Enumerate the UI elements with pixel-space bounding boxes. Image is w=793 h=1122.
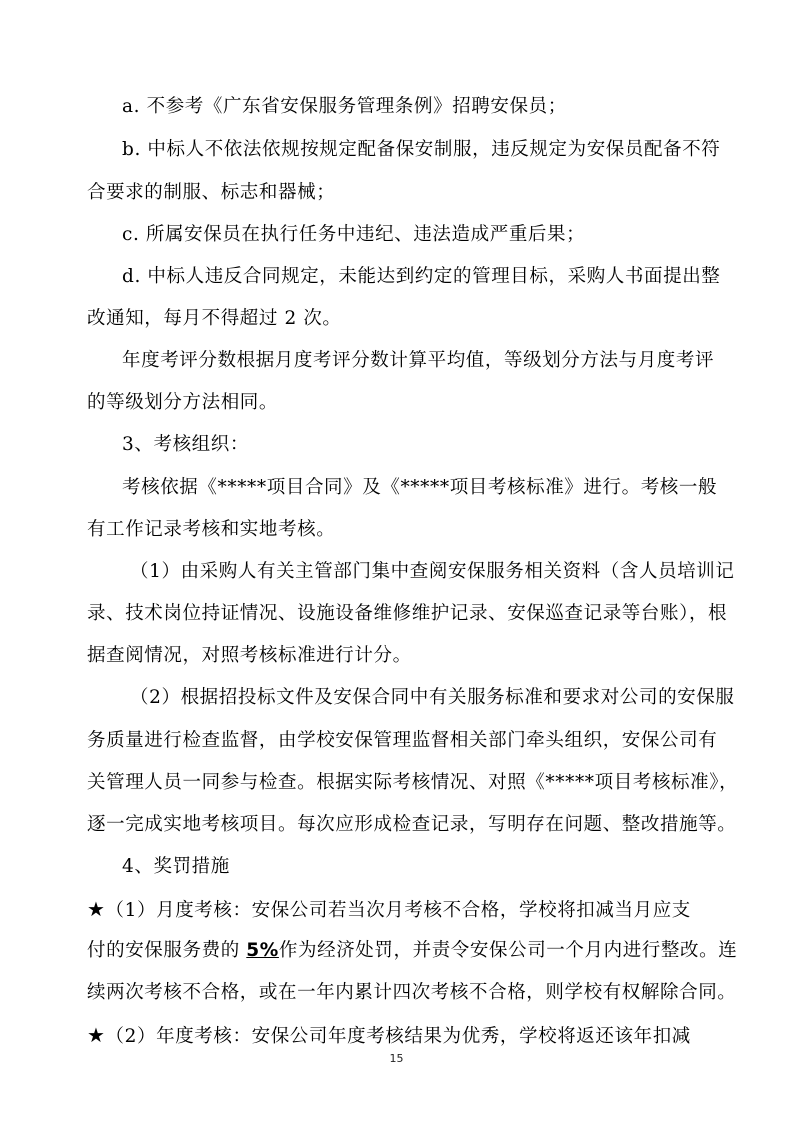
annual-assessment-text: （2）年度考核：安保公司年度考核结果为优秀，学校将返还该年扣减 bbox=[105, 1026, 691, 1047]
monthly-assessment-line-2 bbox=[87, 936, 793, 966]
page-number: 15 bbox=[389, 1052, 404, 1065]
section-heading-3: 3、考核组织： bbox=[122, 434, 249, 455]
annual-scoring-line-2: 的等级划分方法相同。 bbox=[87, 392, 279, 413]
monthly-assessment-text-a: 付的安保服务费的 bbox=[87, 940, 247, 961]
item-1-line-3: 据查阅情况，对照考核标准进行计分。 bbox=[87, 645, 412, 666]
clause-d-line-2: 改通知，每月不得超过 2 次。 bbox=[87, 308, 342, 329]
section-heading-4: 4、奖罚措施 bbox=[122, 856, 230, 877]
item-2-line-3: 关管理人员一同参与检查。根据实际考核情况、对照《*****项目考核标准》， bbox=[87, 772, 739, 793]
clause-d-line-1: d. 中标人违反合同规定，未能达到约定的管理目标，采购人书面提出整 bbox=[122, 266, 721, 287]
annual-scoring-line-1: 年度考评分数根据月度考评分数计算平均值，等级划分方法与月度考评 bbox=[122, 350, 715, 371]
clause-b-line-2: 合要求的制服、标志和器械； bbox=[87, 182, 336, 203]
monthly-assessment-line-1 bbox=[87, 894, 793, 924]
assessment-basis-line-1: 考核依据《*****项目合同》及《*****项目考核标准》进行。考核一般 bbox=[122, 477, 718, 498]
item-2-line-2: 务质量进行检查监督，由学校安保管理监督相关部门牵头组织，安保公司有 bbox=[87, 730, 718, 751]
monthly-assessment-text-c: 作为经济处罚，并责令安保公司一个月内进行整改。连 bbox=[278, 940, 738, 961]
item-1-line-2: 录、技术岗位持证情况、设施设备维修维护记录、安保巡查记录等台账），根 bbox=[87, 603, 728, 624]
clause-b-line-1: b. 中标人不依法依规按规定配备保安制服，违反规定为安保员配备不符 bbox=[122, 139, 721, 160]
penalty-percentage: 5% bbox=[246, 940, 279, 961]
clause-c: c. 所属安保员在执行任务中违纪、违法造成严重后果； bbox=[122, 224, 586, 245]
assessment-basis-line-2: 有工作记录考核和实地考核。 bbox=[87, 519, 336, 540]
monthly-assessment-text: （1）月度考核：安保公司若当次月考核不合格，学校将扣减当月应支 bbox=[105, 900, 691, 921]
item-2-line-1: （2）根据招投标文件及安保合同中有关服务标准和要求对公司的安保服 bbox=[130, 687, 735, 708]
item-2-line-4: 逐一完成实地考核项目。每次应形成检查记录，写明存在问题、整改措施等。 bbox=[87, 814, 737, 835]
star-icon: ★ bbox=[87, 897, 106, 921]
item-1-line-1: （1）由采购人有关主管部门集中查阅安保服务相关资料（含人员培训记 bbox=[130, 561, 735, 582]
monthly-assessment-line-3: 续两次考核不合格，或在一年内累计四次考核不合格，则学校有权解除合同。 bbox=[87, 982, 737, 1003]
clause-a: a. 不参考《广东省安保服务管理条例》招聘安保员； bbox=[122, 96, 567, 117]
star-icon: ★ bbox=[87, 1023, 106, 1047]
annual-assessment-line-1 bbox=[87, 1020, 793, 1050]
